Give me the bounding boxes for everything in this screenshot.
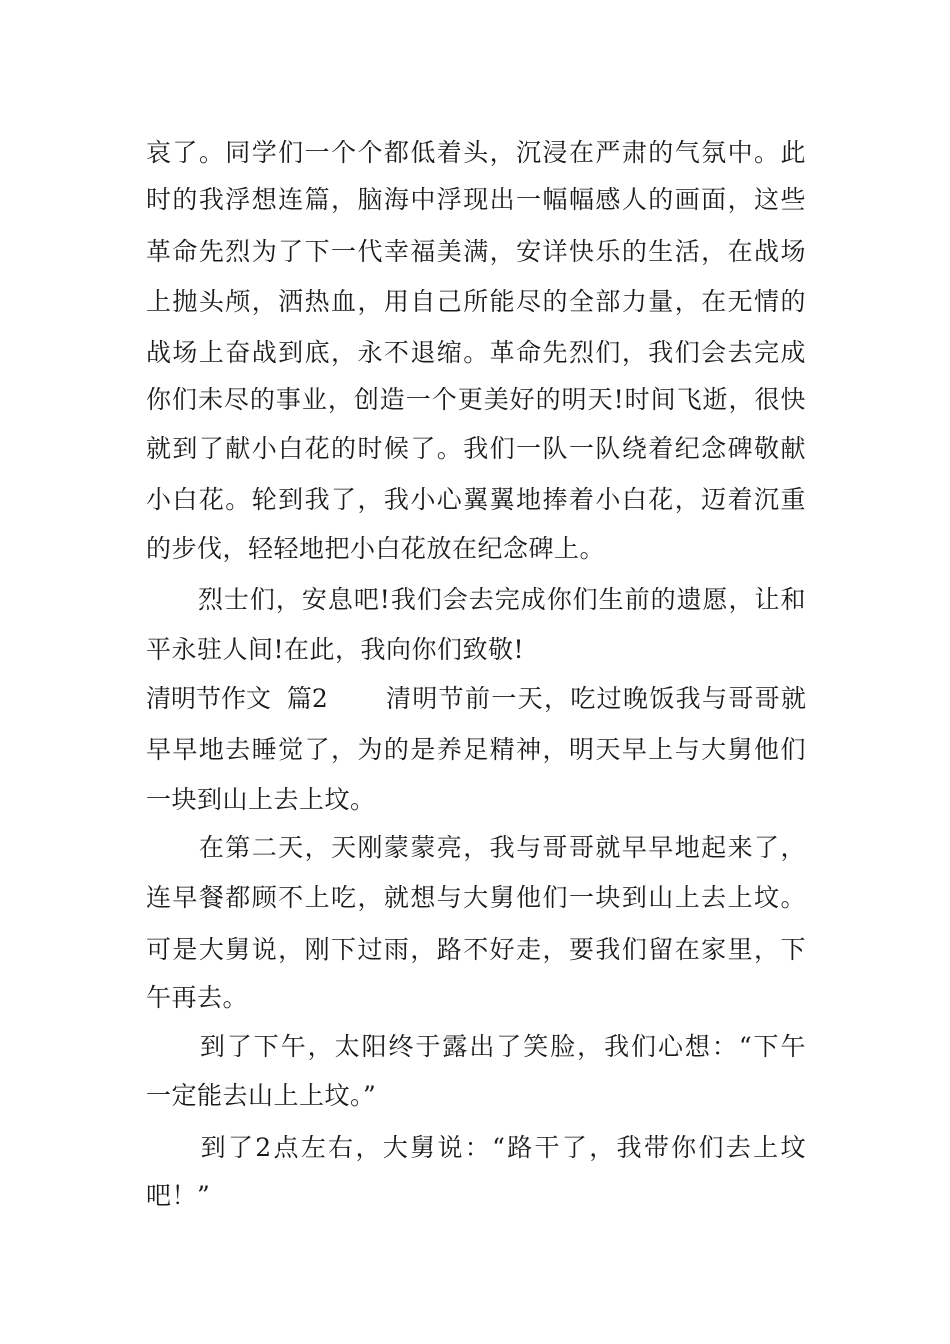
text-line: 可是大舅说，刚下过雨，路不好走，要我们留在家里，下 (146, 935, 806, 964)
text-line: 一块到山上去上坟。 (146, 785, 376, 814)
text-line: 革命先烈为了下一代幸福美满，安详快乐的生活，在战场 (146, 237, 806, 266)
text-line: 在第二天，天刚蒙蒙亮，我与哥哥就早早地起来了， (146, 833, 806, 862)
text-line: 午再去。 (146, 983, 249, 1012)
text-line: 烈士们，安息吧!我们会去完成你们生前的遗愿，让和 (146, 585, 806, 614)
text-line: 哀了。同学们一个个都低着头，沉浸在严肃的气氛中。此 (146, 138, 806, 167)
text-line: 到了下午，太阳终于露出了笑脸，我们心想：“下午 (146, 1032, 806, 1061)
section-heading: 清明节作文 篇2 (146, 684, 328, 713)
text-line: 清明节前一天，吃过晚饭我与哥哥就 (386, 684, 806, 713)
text-line: 吧！” (146, 1181, 211, 1210)
text-line: 到了2点左右，大舅说：“路干了，我带你们去上坟 (146, 1133, 806, 1162)
text-line: 时的我浮想连篇，脑海中浮现出一幅幅感人的画面，这些 (146, 185, 806, 214)
text-line: 就到了献小白花的时候了。我们一队一队绕着纪念碑敬献 (146, 434, 806, 463)
text-line: 平永驻人间!在此，我向你们致敬! (146, 635, 525, 664)
text-line: 你们未尽的事业，创造一个更美好的明天!时间飞逝，很快 (146, 385, 806, 414)
text-line: 上抛头颅，洒热血，用自己所能尽的全部力量，在无情的 (146, 287, 806, 316)
text-line: 的步伐，轻轻地把小白花放在纪念碑上。 (146, 534, 606, 563)
text-line: 早早地去睡觉了，为的是养足精神，明天早上与大舅他们 (146, 735, 806, 764)
text-line: 小白花。轮到我了，我小心翼翼地捧着小白花，迈着沉重 (146, 485, 806, 514)
text-line: 战场上奋战到底，永不退缩。革命先烈们，我们会去完成 (146, 338, 806, 367)
text-line: 一定能去山上上坟。” (146, 1081, 377, 1110)
text-line: 连早餐都顾不上吃，就想与大舅他们一块到山上去上坟。 (146, 883, 806, 912)
